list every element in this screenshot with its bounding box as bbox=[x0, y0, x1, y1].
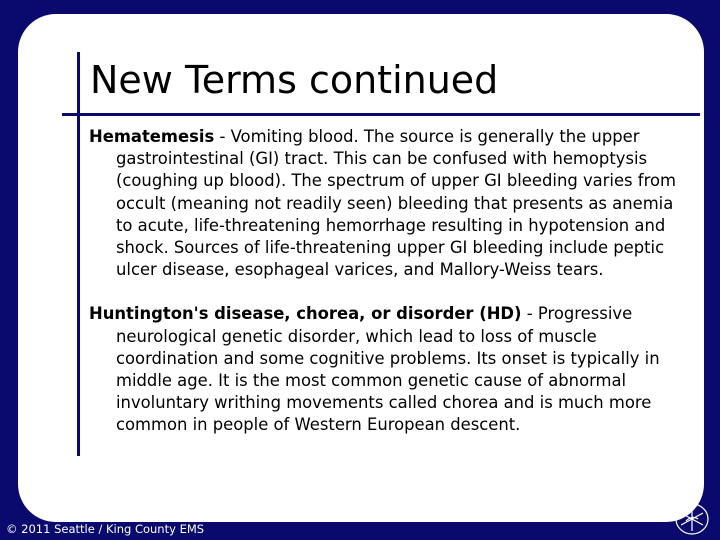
slide-title: New Terms continued bbox=[90, 58, 499, 102]
slide-content bbox=[89, 126, 685, 459]
term-definition: Progressive neurological genetic disorder, which lead to loss of muscle coordination and some cognitive problems. Its onset is typically in middle age. It is the most common genetic cause of abnormal involuntary writhing movements called chorea and is much more common in people of Western European descent. bbox=[116, 304, 660, 435]
term-separator: - bbox=[521, 304, 538, 324]
horizontal-rule bbox=[62, 113, 700, 116]
term-name: Hematemesis bbox=[89, 127, 215, 146]
term-hematemesis bbox=[89, 126, 685, 281]
term-definition: Vomiting blood. The source is generally the upper gastrointestinal (GI) tract. This can be confused with hemoptysis (coughing up blood). The spectrum of upper GI bleeding varies from occult (meaning not readily seen) bleeding that presents as anemia to acute, life-threatening hemorrhage resulting in hypotension and shock. Sources of life-threatening upper GI bleeding include peptic ulcer disease, esophageal varices, and Mallory-Weiss tears. bbox=[116, 127, 676, 280]
star-of-life-seal-icon bbox=[672, 500, 712, 538]
term-separator: - bbox=[214, 127, 231, 146]
copyright-footer: © 2011 Seattle / King County EMS bbox=[6, 522, 205, 536]
term-huntingtons bbox=[89, 303, 685, 436]
term-name: Huntington's disease, chorea, or disorder (HD) bbox=[89, 304, 522, 324]
